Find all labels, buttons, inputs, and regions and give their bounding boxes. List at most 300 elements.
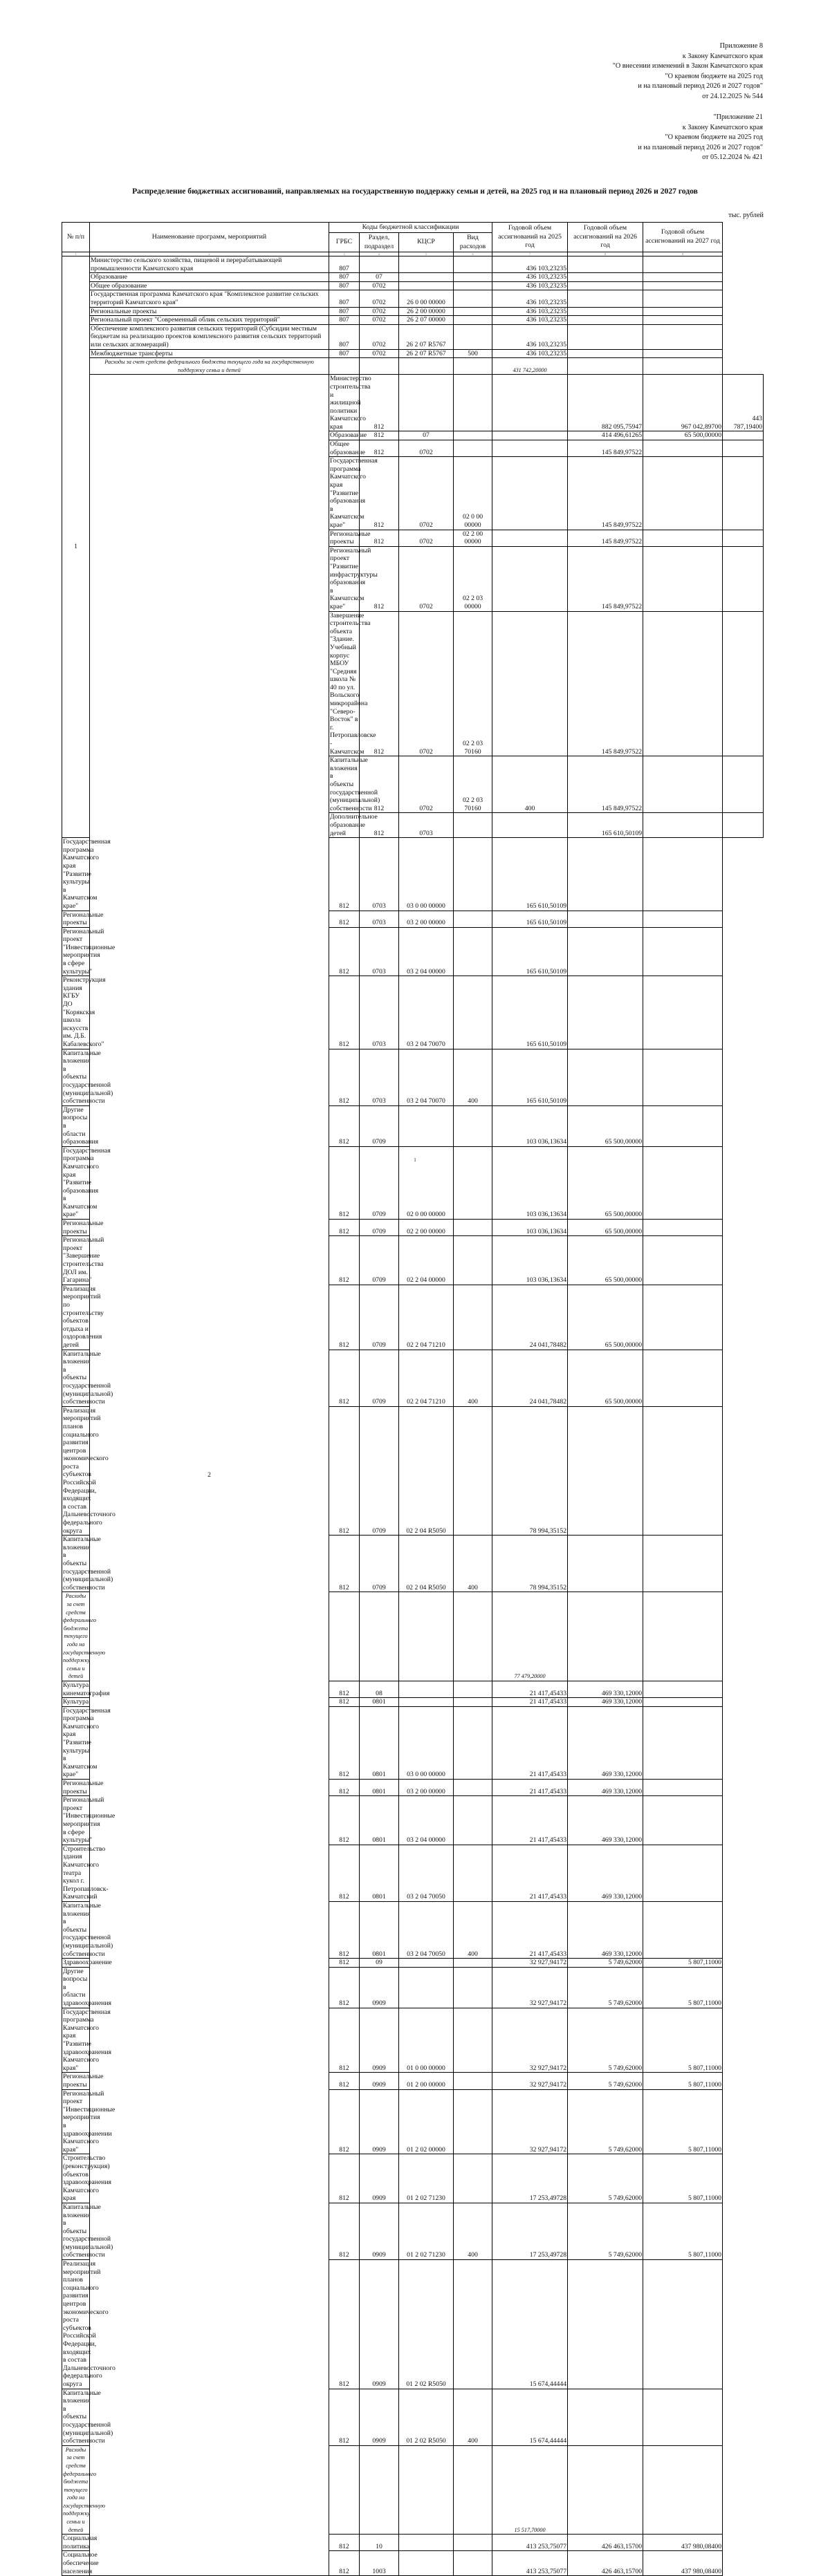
cell-y2027: [643, 2260, 723, 2389]
header-grbs: ГРБС: [329, 233, 360, 252]
cell-y2027: [643, 358, 723, 375]
cell-kcsr: 03 2 04 00000: [399, 927, 454, 976]
cell-name: Расходы за счет средств федерального бюджета текущего года на государственную поддержку семьи и детей: [90, 358, 329, 375]
cell-y2026: [643, 530, 723, 546]
cell-razdel: 0703: [360, 976, 399, 1049]
cell-y2025: 165 610,50109: [492, 976, 568, 1049]
cell-name: Региональные проекты: [63, 911, 104, 927]
cell-y2027: [723, 813, 764, 838]
cell-razdel: 0909: [360, 2389, 399, 2445]
cell-y2025: 413 253,75077: [492, 2535, 568, 2551]
cell-grbs: 812: [329, 911, 360, 927]
cell-y2026: [568, 911, 643, 927]
cell-razdel: [360, 1592, 399, 1681]
cell-y2026: 469 330,12000: [568, 1698, 643, 1707]
cell-vid: 400: [454, 2389, 492, 2445]
cell-y2027: 437 980,08400: [643, 2551, 723, 2576]
cell-vid: [454, 1967, 492, 2008]
cell-y2025: 436 103,23235: [492, 290, 568, 307]
cell-grbs: 807: [329, 256, 360, 273]
cell-y2027: [643, 324, 723, 349]
cell-razdel: 0709: [360, 1146, 399, 1219]
document-title: Распределение бюджетных ассигнований, направляемых на государственную поддержку семьи и детей, на 2025 год и на плановый период 2026 и 2027 годов: [132, 187, 698, 196]
cell-razdel: 0702: [360, 290, 399, 307]
cell-y2026: 65 500,00000: [568, 1105, 643, 1146]
cell-razdel: [360, 2445, 399, 2535]
cell-y2025: 77 479,20000: [492, 1592, 568, 1681]
cell-kcsr: [399, 281, 454, 290]
cell-grbs: 812: [329, 2389, 360, 2445]
cell-razdel: 0702: [360, 316, 399, 325]
cell-name: Здравоохранение: [63, 1959, 112, 1967]
cell-razdel: 07: [399, 431, 454, 440]
cell-y2027: [723, 756, 764, 813]
cell-name: Государственная программа Камчатского края "Развитие образования в Камчатском крае": [330, 457, 378, 529]
cell-y2027: 5 807,11000: [643, 2154, 723, 2203]
cell-kcsr: 02 2 04 71210: [399, 1350, 454, 1406]
header-line: и на плановый период 2026 и 2027 годов": [638, 143, 763, 151]
cell-kcsr: [454, 440, 492, 457]
cell-kcsr: [399, 1967, 454, 2008]
cell-y2025: 32 927,94172: [492, 2089, 568, 2154]
cell-vid: [454, 1406, 492, 1536]
cell-grbs: 812: [329, 2203, 360, 2259]
cell-y2027: [643, 1845, 723, 1901]
cell-razdel: 0909: [360, 2008, 399, 2073]
cell-kcsr: 26 2 00 00000: [399, 307, 454, 316]
cell-kcsr: [399, 1592, 454, 1681]
cell-grbs: 812: [360, 546, 399, 611]
cell-kcsr: 26 2 07 R5767: [399, 349, 454, 358]
cell-y2027: [723, 431, 764, 440]
cell-grbs: [329, 1592, 360, 1681]
cell-y2026: 65 500,00000: [568, 1146, 643, 1219]
header-2027: Годовой объем ассигнований на 2027 год: [643, 223, 723, 252]
cell-y2026: [643, 546, 723, 611]
cell-name: Государственная программа Камчатского края "Развитие здравоохранения Камчатского края": [63, 2008, 111, 2072]
cell-razdel: 0801: [360, 1780, 399, 1796]
header-kcsr: КЦСР: [399, 233, 454, 252]
table-row: [62, 273, 764, 282]
cell-kcsr: [399, 1681, 454, 1697]
cell-y2025: 165 610,50109: [492, 927, 568, 976]
cell-grbs: 812: [329, 1780, 360, 1796]
cell-y2026: 5 749,62000: [568, 2154, 643, 2203]
cell-razdel: 07: [360, 273, 399, 282]
cell-vid: [492, 440, 568, 457]
header-codes-group: Коды бюджетной классификации: [329, 223, 492, 233]
cell-y2027: 5 807,11000: [643, 2073, 723, 2089]
header-no: № п/п: [62, 223, 90, 252]
cell-vid: [454, 2551, 492, 2576]
cell-razdel: 0702: [399, 530, 454, 546]
header-razdel: Раздел, подраздел: [360, 233, 399, 252]
appendix-21-header: [638, 113, 763, 163]
cell-y2026: [568, 273, 643, 282]
cell-y2025: 145 849,97522: [568, 530, 643, 546]
cell-y2025: 21 417,45433: [492, 1698, 568, 1707]
header-name: Наименование программ, мероприятий: [90, 223, 329, 252]
cell-name: Региональный проект "Развитие инфраструктуры образования в Камчатском крае": [330, 546, 378, 610]
cell-grbs: 812: [329, 2260, 360, 2389]
cell-kcsr: 01 2 00 00000: [399, 2073, 454, 2089]
cell-vid: [454, 1285, 492, 1350]
cell-y2026: [568, 256, 643, 273]
cell-vid: 400: [492, 756, 568, 813]
cell-vid: [454, 2154, 492, 2203]
cell-y2025: 165 610,50109: [492, 911, 568, 927]
header-line: Приложение 8: [719, 42, 763, 50]
cell-y2027: 5 807,11000: [643, 2089, 723, 2154]
cell-vid: [492, 813, 568, 838]
cell-vid: [454, 2008, 492, 2073]
cell-kcsr: 03 2 04 70050: [399, 1845, 454, 1901]
cell-grbs: 812: [329, 1536, 360, 1592]
cell-grbs: 812: [329, 1236, 360, 1285]
cell-grbs: 812: [329, 1220, 360, 1236]
header-vid: Вид расходов: [454, 233, 492, 252]
cell-grbs: 812: [329, 1350, 360, 1406]
cell-razdel: 0709: [360, 1285, 399, 1350]
table-row: [62, 375, 764, 431]
cell-grbs: 812: [360, 440, 399, 457]
cell-name: Капитальные вложения в объекты государственной (муниципальной) собственности: [63, 2203, 113, 2259]
header-2025: Годовой объем ассигнований на 2025 год: [492, 223, 568, 252]
cell-kcsr: 01 2 02 R5050: [399, 2389, 454, 2445]
cell-y2025: 32 927,94172: [492, 2073, 568, 2089]
cell-grbs: 807: [329, 290, 360, 307]
cell-name: Государственная программа Камчатского края "Развитие культуры в Камчатском крае": [63, 838, 111, 910]
header-line: от 05.12.2024 № 421: [702, 153, 763, 162]
cell-name: Социальная политика: [63, 2535, 98, 2550]
cell-kcsr: [399, 256, 454, 273]
cell-razdel: 0702: [399, 611, 454, 756]
cell-name: Региональные проекты: [63, 1220, 104, 1235]
cell-y2027: [723, 546, 764, 611]
cell-name: Региональный проект "Инвестиционные мероприятия в здравоохранении Камчатского края": [63, 2089, 116, 2154]
cell-y2027: [643, 1706, 723, 1779]
cell-vid: [454, 358, 492, 375]
cell-y2026: [643, 611, 723, 756]
cell-razdel: [360, 256, 399, 273]
cell-name: Расходы за счет средств федерального бюджета текущего года на государственную поддержку семьи и детей: [62, 2445, 90, 2535]
cell-name: Общее образование: [330, 440, 365, 456]
cell-kcsr: 02 2 00 00000: [399, 1220, 454, 1236]
header-2026: Годовой объем ассигнований на 2026 год: [568, 223, 643, 252]
cell-razdel: 0702: [360, 307, 399, 316]
cell-y2025: 436 103,23235: [492, 273, 568, 282]
cell-grbs: 807: [329, 316, 360, 325]
cell-y2026: [568, 927, 643, 976]
cell-y2027: 5 807,11000: [643, 1959, 723, 1968]
cell-y2027: [643, 273, 723, 282]
cell-y2027: [723, 530, 764, 546]
header-line: и на плановый период 2026 и 2027 годов": [638, 82, 763, 91]
cell-grbs: 807: [329, 349, 360, 358]
cell-y2027: [643, 1285, 723, 1350]
cell-grbs: 812: [360, 457, 399, 530]
cell-name: Культура: [63, 1698, 89, 1706]
header-line: "О краевом бюджете на 2025 год: [665, 72, 763, 80]
cell-y2027: [643, 281, 723, 290]
cell-name: Региональные проекты: [330, 530, 371, 546]
header-line: "О краевом бюджете на 2025 год: [665, 133, 763, 142]
cell-grbs: 812: [329, 1959, 360, 1968]
cell-grbs: 812: [360, 431, 399, 440]
column-number: 5: [399, 252, 454, 256]
cell-vid: [454, 281, 492, 290]
cell-name: Дополнительное образование детей: [330, 813, 378, 837]
cell-grbs: 812: [329, 2008, 360, 2073]
cell-kcsr: 02 2 04 R5050: [399, 1406, 454, 1536]
cell-name: Региональные проекты: [90, 307, 329, 316]
cell-vid: [492, 457, 568, 530]
header-line: "Приложение 21: [713, 113, 763, 121]
cell-grbs: 812: [329, 2154, 360, 2203]
cell-grbs: 812: [360, 756, 399, 813]
cell-vid: [454, 2445, 492, 2535]
cell-y2027: [643, 1592, 723, 1681]
cell-y2027: [643, 1406, 723, 1536]
cell-razdel: 0801: [360, 1901, 399, 1958]
cell-kcsr: [454, 375, 492, 431]
cell-name: Межбюджетные трансферты: [90, 349, 329, 358]
cell-name: Государственная программа Камчатского края "Комплексное развитие сельских территорий Камчатского края": [90, 290, 329, 307]
column-number: 6: [454, 252, 492, 256]
cell-razdel: 0709: [360, 1350, 399, 1406]
cell-y2026: [568, 358, 643, 375]
cell-y2025: 103 036,13634: [492, 1220, 568, 1236]
cell-y2026: [568, 316, 643, 325]
cell-kcsr: 26 0 00 00000: [399, 290, 454, 307]
cell-razdel: 0801: [360, 1796, 399, 1845]
cell-y2026: 65 500,00000: [568, 1285, 643, 1350]
header-line: к Закону Камчатского края: [682, 52, 763, 60]
cell-razdel: 0703: [360, 911, 399, 927]
table-row: [62, 256, 764, 273]
cell-y2025: 165 610,50109: [492, 838, 568, 911]
table-row: [62, 324, 764, 349]
appendix-8-header: [613, 41, 763, 102]
cell-y2025: 145 849,97522: [568, 611, 643, 756]
page-number: 1: [414, 1157, 416, 1163]
cell-name: Реализация мероприятий планов социального развития центров экономического роста субъектов Российской Федерации, входящих в состав Дальневосточного федерального округа: [63, 2260, 116, 2388]
cell-razdel: 09: [360, 1959, 399, 1968]
cell-y2027: [643, 1901, 723, 1958]
cell-kcsr: 26 2 07 R5767: [399, 324, 454, 349]
cell-grbs: 812: [329, 2535, 360, 2551]
cell-y2027: [643, 307, 723, 316]
cell-name: Общее образование: [90, 281, 329, 290]
cell-name: Капитальные вложения в объекты государственной (муниципальной) собственности: [63, 1901, 113, 1958]
cell-kcsr: [399, 273, 454, 282]
cell-razdel: 0703: [399, 813, 454, 838]
cell-y2026: [568, 838, 643, 911]
cell-y2026: [568, 349, 643, 358]
cell-y2027: [643, 1049, 723, 1105]
cell-vid: [454, 1681, 492, 1697]
cell-grbs: 812: [329, 927, 360, 976]
cell-name: Реализация мероприятий планов социального развития центров экономического роста субъектов Российской Федерации, входящих в состав Дальневосточного федерального округа: [63, 1406, 116, 1535]
cell-razdel: 0909: [360, 2154, 399, 2203]
cell-y2025: 24 041,78482: [492, 1285, 568, 1350]
cell-name: Министерство строительства и жилищной политики Камчатского края: [330, 375, 371, 431]
cell-name: Капитальные вложения в объекты государственной (муниципальной) собственности: [63, 1536, 113, 1592]
cell-vid: 400: [454, 1901, 492, 1958]
cell-kcsr: [399, 2535, 454, 2551]
cell-y2026: 469 330,12000: [568, 1780, 643, 1796]
cell-y2025: 17 253,49728: [492, 2203, 568, 2259]
cell-razdel: 0709: [360, 1236, 399, 1285]
column-number: 4: [360, 252, 399, 256]
cell-y2025: 32 927,94172: [492, 2008, 568, 2073]
cell-vid: [454, 2260, 492, 2389]
cell-kcsr: 26 2 07 00000: [399, 316, 454, 325]
cell-kcsr: 03 2 04 70070: [399, 1049, 454, 1105]
cell-kcsr: 03 2 04 70070: [399, 976, 454, 1049]
cell-y2025: 414 496,61265: [568, 431, 643, 440]
cell-y2025: 15 674,44444: [492, 2260, 568, 2389]
cell-y2026: [568, 281, 643, 290]
cell-razdel: 0909: [360, 2203, 399, 2259]
cell-grbs: [329, 2445, 360, 2535]
cell-vid: [454, 911, 492, 927]
cell-kcsr: 02 2 04 00000: [399, 1236, 454, 1285]
cell-vid: [492, 375, 568, 431]
cell-razdel: 0702: [399, 440, 454, 457]
cell-kcsr: [399, 1105, 454, 1146]
cell-y2026: [643, 440, 723, 457]
cell-y2025: 436 103,23235: [492, 307, 568, 316]
cell-grbs: 812: [329, 1285, 360, 1350]
cell-vid: 400: [454, 1350, 492, 1406]
cell-vid: [454, 307, 492, 316]
cell-name: Реализация мероприятий по строительству объектов отдыха и оздоровления детей: [63, 1285, 104, 1349]
cell-y2026: 65 500,00000: [568, 1236, 643, 1285]
cell-y2027: [723, 457, 764, 530]
table-row: [62, 307, 764, 316]
cell-grbs: [329, 358, 360, 375]
units-label: тыс. рублей: [728, 212, 764, 219]
cell-y2025: 413 253,75077: [492, 2551, 568, 2576]
cell-razdel: 0702: [360, 349, 399, 358]
cell-vid: [492, 611, 568, 756]
cell-kcsr: 02 2 03 70160: [454, 611, 492, 756]
cell-vid: [454, 256, 492, 273]
table-row: [62, 281, 764, 290]
cell-y2025: 32 927,94172: [492, 1959, 568, 1968]
cell-y2025: 78 994,35152: [492, 1406, 568, 1536]
cell-vid: [454, 1706, 492, 1779]
cell-y2027: [643, 1536, 723, 1592]
cell-kcsr: 02 2 03 70160: [454, 756, 492, 813]
cell-kcsr: 02 2 03 00000: [454, 546, 492, 611]
cell-name: Региональные проекты: [63, 1780, 104, 1795]
cell-razdel: 0703: [360, 927, 399, 976]
header-line: "О внесении изменений в Закон Камчатского края: [612, 62, 763, 71]
cell-name: Расходы за счет средств федерального бюджета текущего года на государственную поддержку семьи и детей: [62, 1592, 90, 1681]
cell-razdel: 0801: [360, 1845, 399, 1901]
cell-y2025: 21 417,45433: [492, 1706, 568, 1779]
cell-vid: [454, 1845, 492, 1901]
cell-name: Капитальные вложения в объекты государственной (муниципальной) собственности: [63, 1350, 113, 1406]
cell-name: Государственная программа Камчатского края "Развитие культуры в Камчатском крае": [63, 1706, 111, 1779]
cell-name: Образование: [330, 431, 367, 440]
cell-grbs: 812: [329, 1901, 360, 1958]
cell-kcsr: [454, 431, 492, 440]
cell-y2025: 165 610,50109: [568, 813, 643, 838]
header-line: к Закону Камчатского края: [682, 123, 763, 131]
cell-razdel: 08: [360, 1681, 399, 1697]
cell-grbs: 812: [329, 976, 360, 1049]
cell-y2025: 165 610,50109: [492, 1049, 568, 1105]
cell-vid: [454, 273, 492, 282]
cell-y2025: 21 417,45433: [492, 1796, 568, 1845]
cell-y2027: [643, 256, 723, 273]
cell-grbs: 807: [329, 324, 360, 349]
cell-y2026: [643, 457, 723, 530]
cell-grbs: 812: [360, 611, 399, 756]
cell-vid: 500: [454, 349, 492, 358]
cell-y2025: 436 103,23235: [492, 324, 568, 349]
cell-grbs: 812: [329, 2089, 360, 2154]
row-number: 1: [62, 256, 90, 838]
cell-kcsr: [454, 813, 492, 838]
cell-y2026: [568, 2389, 643, 2445]
cell-grbs: 812: [329, 1796, 360, 1845]
cell-y2027: [643, 316, 723, 325]
cell-vid: [454, 838, 492, 911]
cell-name: Капитальные вложения в объекты государственной (муниципальной) собственности: [330, 756, 380, 812]
cell-y2025: 436 103,23235: [492, 281, 568, 290]
cell-y2025: 145 849,97522: [568, 457, 643, 530]
cell-grbs: 812: [360, 530, 399, 546]
cell-y2025: 882 095,75947: [568, 375, 643, 431]
cell-y2026: 5 749,62000: [568, 1959, 643, 1968]
cell-y2025: 21 417,45433: [492, 1901, 568, 1958]
cell-kcsr: 02 0 00 00000: [399, 1146, 454, 1219]
row-number: 2: [90, 375, 329, 2576]
cell-vid: [454, 1105, 492, 1146]
cell-vid: [454, 2535, 492, 2551]
cell-kcsr: 02 2 04 71210: [399, 1285, 454, 1350]
cell-grbs: 812: [329, 1681, 360, 1697]
cell-y2026: [568, 2445, 643, 2535]
cell-grbs: 812: [329, 1967, 360, 2008]
cell-y2027: [643, 1681, 723, 1697]
cell-y2027: [643, 1796, 723, 1845]
cell-razdel: 0909: [360, 1967, 399, 2008]
column-number: 2: [90, 252, 329, 256]
cell-name: Другие вопросы в области здравоохранения: [63, 1967, 111, 2008]
cell-grbs: 812: [329, 1706, 360, 1779]
cell-y2025: 436 103,23235: [492, 316, 568, 325]
cell-name: Культура, кинематография: [63, 1681, 110, 1697]
cell-razdel: 0702: [360, 324, 399, 349]
cell-y2025: 431 742,20000: [492, 358, 568, 375]
cell-grbs: 812: [329, 1698, 360, 1707]
cell-y2027: 437 980,08400: [643, 2535, 723, 2551]
cell-y2027: [643, 976, 723, 1049]
cell-y2026: 967 042,89700: [643, 375, 723, 431]
cell-kcsr: 03 0 00 00000: [399, 1706, 454, 1779]
cell-y2026: 5 749,62000: [568, 2203, 643, 2259]
cell-razdel: 0709: [360, 1105, 399, 1146]
cell-y2025: 15 517,70000: [492, 2445, 568, 2535]
cell-y2027: [643, 911, 723, 927]
cell-y2025: 145 849,97522: [568, 440, 643, 457]
table-note-row: [62, 358, 764, 375]
